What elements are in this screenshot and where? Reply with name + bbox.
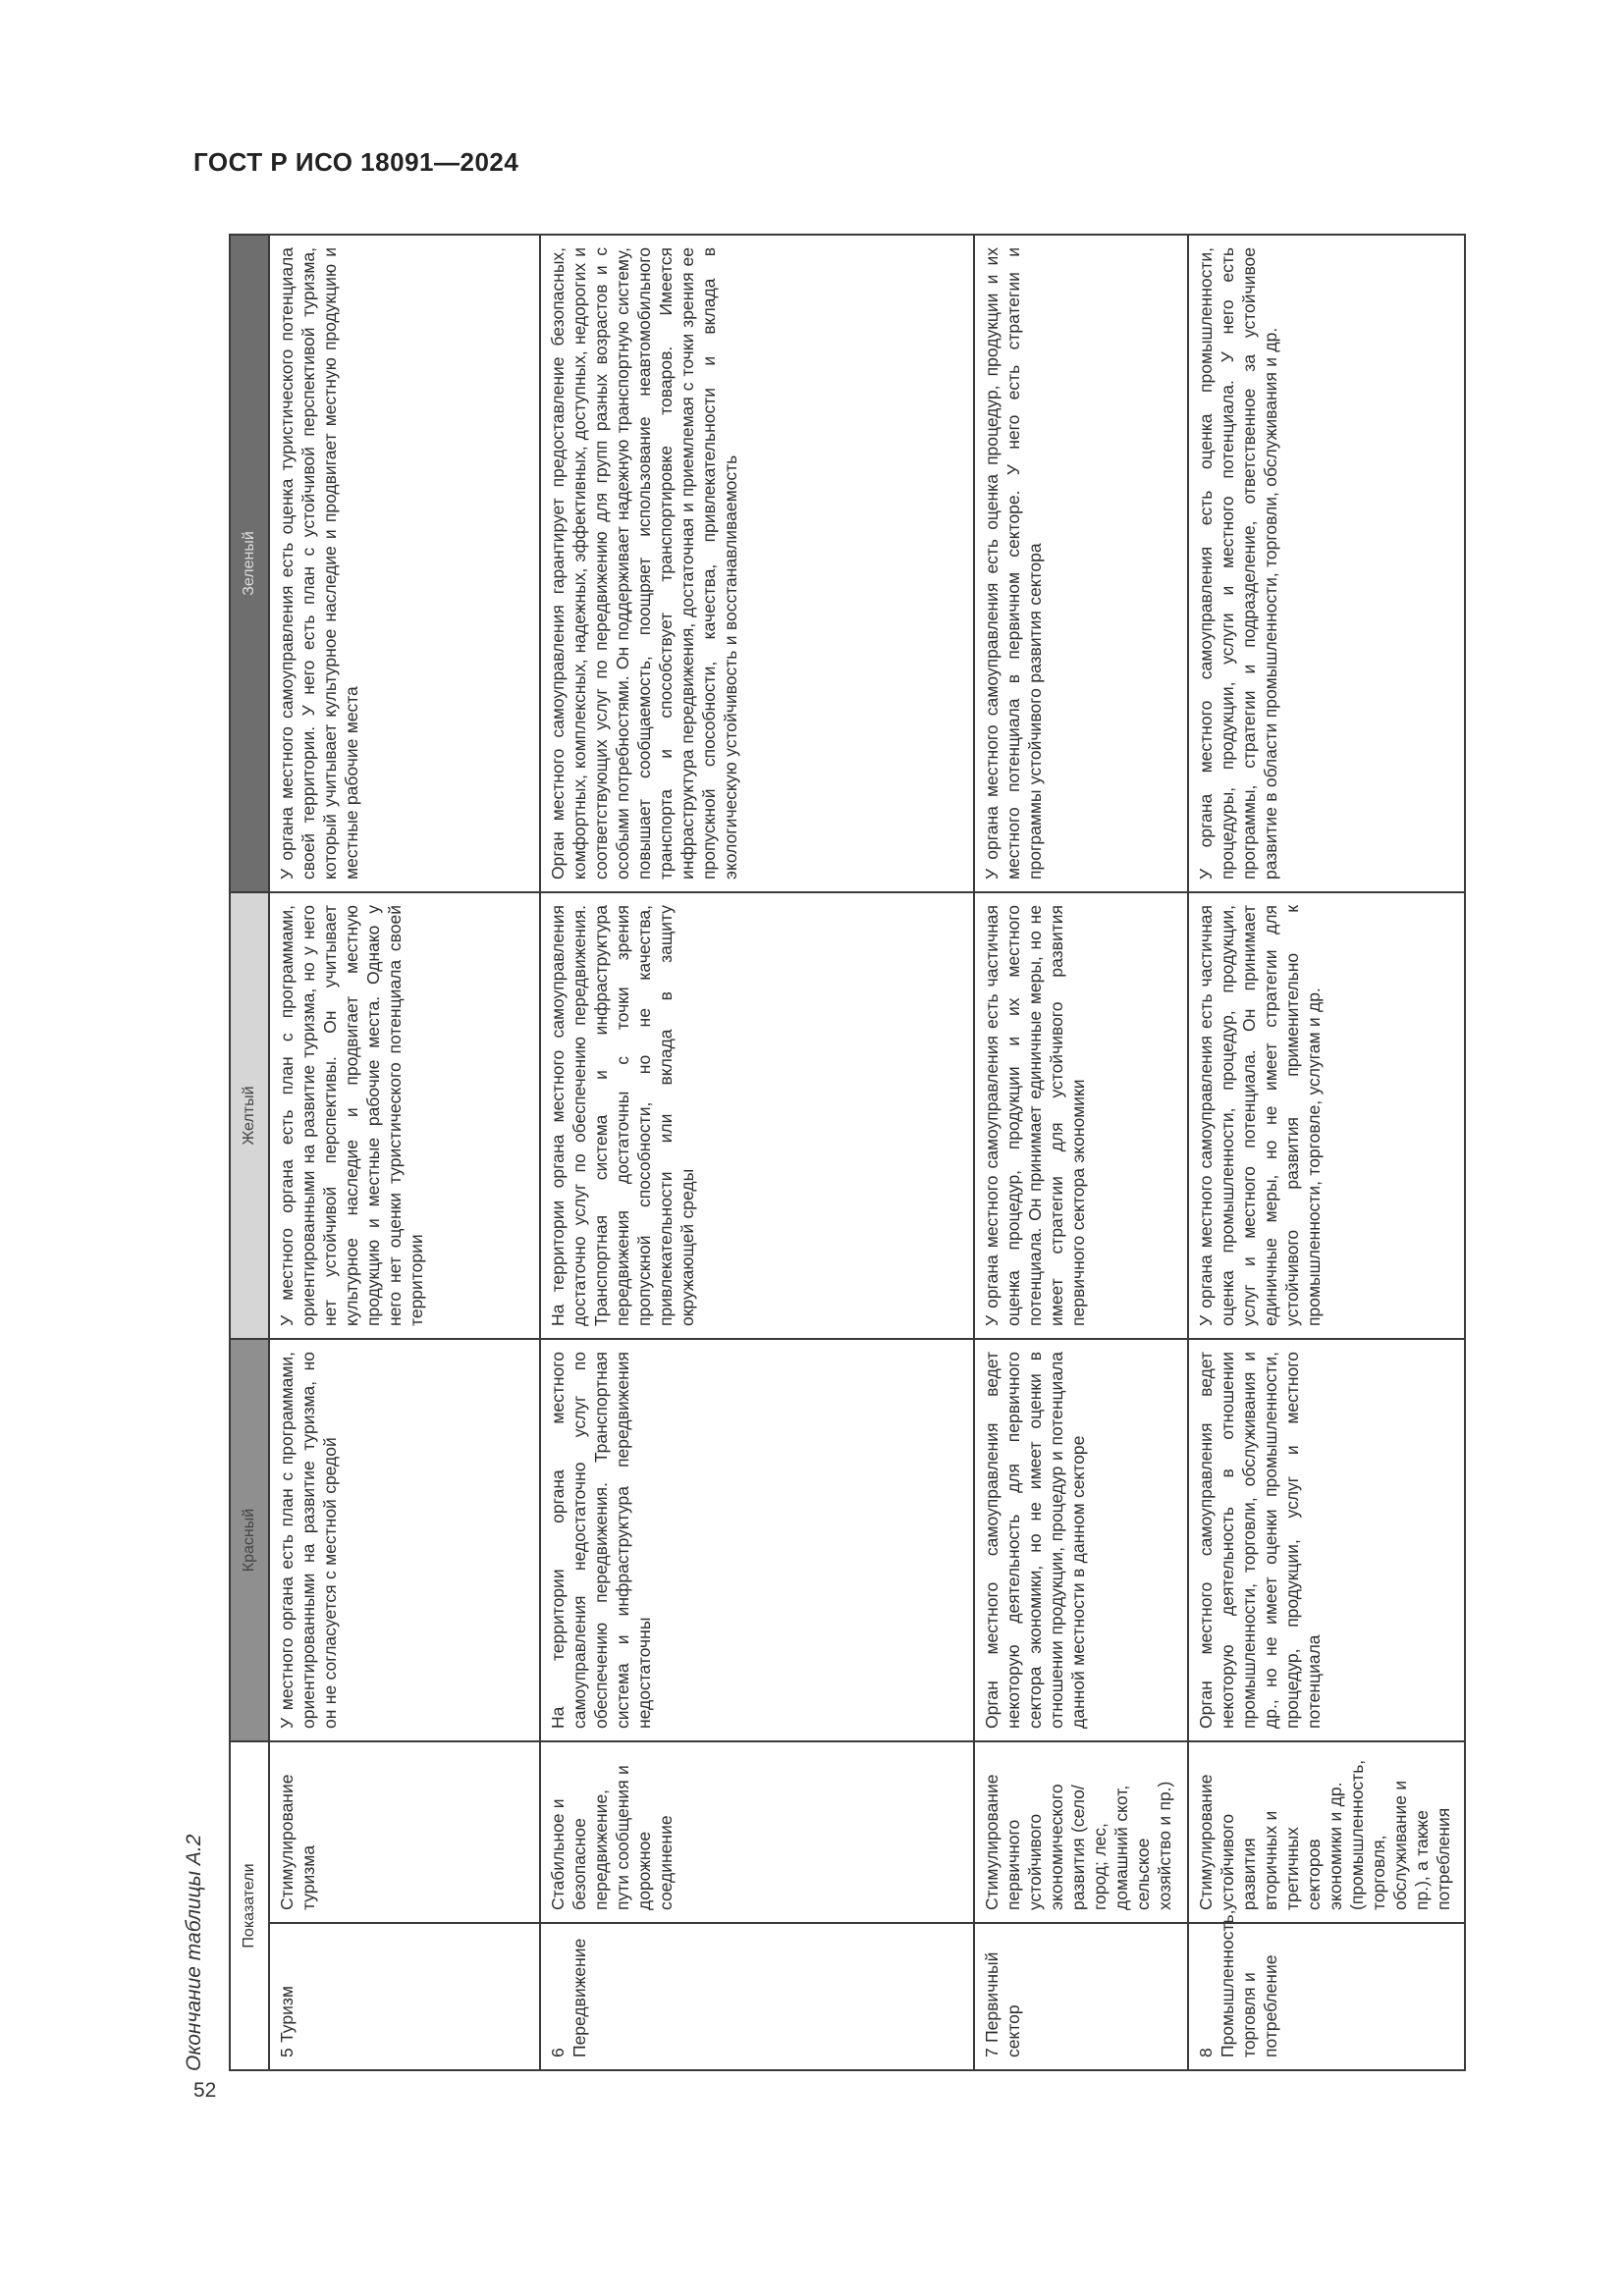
- document-code-header: ГОСТ Р ИСО 18091—2024: [193, 147, 519, 177]
- table-header-row: [230, 235, 269, 2070]
- table-caption: Окончание таблицы А.2: [183, 1834, 205, 2071]
- table-row: [269, 235, 540, 2070]
- row-indicator: Стимулирование устойчивого развития вторичных и третичных секторов экономики и др. (промышленность, торговля, обслуживание и пр.), а также потребления: [1188, 1741, 1465, 1923]
- cell-red: На территории органа местного самоуправления недостаточно услуг по обеспечению передвижения. Транспортная система и инфраструктура передвижения недостаточны: [540, 1339, 974, 1741]
- cell-yellow: У местного органа есть план с программами, ориентированными на развитие туризма, но у него нет устойчивой перспективы. Он учитывает культурное наследие и продвигает местную продукцию и местные рабочие места. Однако у него нет оценки туристического потенциала своей территории: [269, 892, 540, 1339]
- table-row: [1188, 235, 1465, 2070]
- header-red: Красный: [230, 1339, 269, 1741]
- cell-green: У органа местного самоуправления есть оценка туристического потенциала своей территории. У него есть план с устойчивой перспективой туризма, который учитывает культурное наследие и продвигает местную продукцию и местные рабочие места: [269, 235, 540, 892]
- cell-yellow: У органа местного самоуправления есть частичная оценка процедур, продукции и их местного потенциала. Он принимает единичные меры, но не имеет стратегии для устойчивого развития первичного сектора экономики: [974, 892, 1188, 1339]
- header-indicators: Показатели: [230, 1741, 269, 2070]
- row-number-title: 7 Первичный сектор: [974, 1923, 1188, 2070]
- table-row: [540, 235, 974, 2070]
- rotated-table-area: [175, 108, 1453, 2071]
- cell-yellow: У органа местного самоуправления есть частичная оценка промышленности, процедур, продукции, услуг и местного потенциала. Он принимает единичные меры, но не имеет стратегии для устойчивого развития применительно к промышленности, торговле, услугам и др.: [1188, 892, 1465, 1339]
- cell-green: У органа местного самоуправления есть оценка промышленности, процедуры, продукции, услуги и местного потенциала. У него есть программы, стратегии и подразделение, ответственное за устойчивое развитие в области промышленности, торговли, обслуживания и др.: [1188, 235, 1465, 892]
- cell-yellow: На территории органа местного самоуправления достаточно услуг по обеспечению передвижения. Транспортная система и инфраструктура передвижения достаточны с точки зрения пропускной способности, но не качества, привлекательности или вклада в защиту окружающей среды: [540, 892, 974, 1339]
- table-row: [974, 235, 1188, 2070]
- cell-green: Орган местного самоуправления гарантирует предоставление безопасных, комфортных, комплексных, надежных, эффективных, доступных, недорогих и соответствующих услуг по передвижению для групп разных возрастов и с особыми потребностями. Он поддерживает надежную транспортную систему, повышает сообщаемость, поощряет использование неавтомобильного транспорта и способствует транспортировке товаров. Имеется инфраструктура передвижения, достаточная и приемлемая с точки зрения ее пропускной способности, качества, привлекательности и вклада в экологическую устойчивость и восстанавливаемость: [540, 235, 974, 892]
- row-indicator: Стабильное и безопасное передвижение, пути сообщения и дорожное соединение: [540, 1741, 974, 1923]
- indicator-table: [229, 234, 1466, 2071]
- header-green: Зеленый: [230, 235, 269, 892]
- cell-red: Орган местного самоуправления ведет некоторую деятельность в отношении промышленности, торговли, обслуживания и др., но не имеет оценки промышленности, процедур, продукции, услуг и местного потенциала: [1188, 1339, 1465, 1741]
- cell-red: Орган местного самоуправления ведет некоторую деятельность для первичного сектора экономики, но не имеет оценки в отношении продукции, процедур и потенциала данной местности в данном секторе: [974, 1339, 1188, 1741]
- page-number: 52: [193, 2079, 217, 2102]
- header-yellow: Желтый: [230, 892, 269, 1339]
- cell-green: У органа местного самоуправления есть оценка процедур, продукции и их местного потенциала в первичном секторе. У него есть стратегии и программы устойчивого развития сектора: [974, 235, 1188, 892]
- cell-red: У местного органа есть план с программами, ориентированными на развитие туризма, но он не согласуется с местной средой: [269, 1339, 540, 1741]
- row-number-title: 5 Туризм: [269, 1923, 540, 2070]
- row-number-title: 6 Передвижение: [540, 1923, 974, 2070]
- row-number-title: 8 Промышленность, торговля и потребление: [1188, 1923, 1465, 2070]
- row-indicator: Стимулирование первичного устойчивого экономического развития (село/город; лес, домашний скот, сельское хозяйство и пр.): [974, 1741, 1188, 1923]
- row-indicator: Стимулирование туризма: [269, 1741, 540, 1923]
